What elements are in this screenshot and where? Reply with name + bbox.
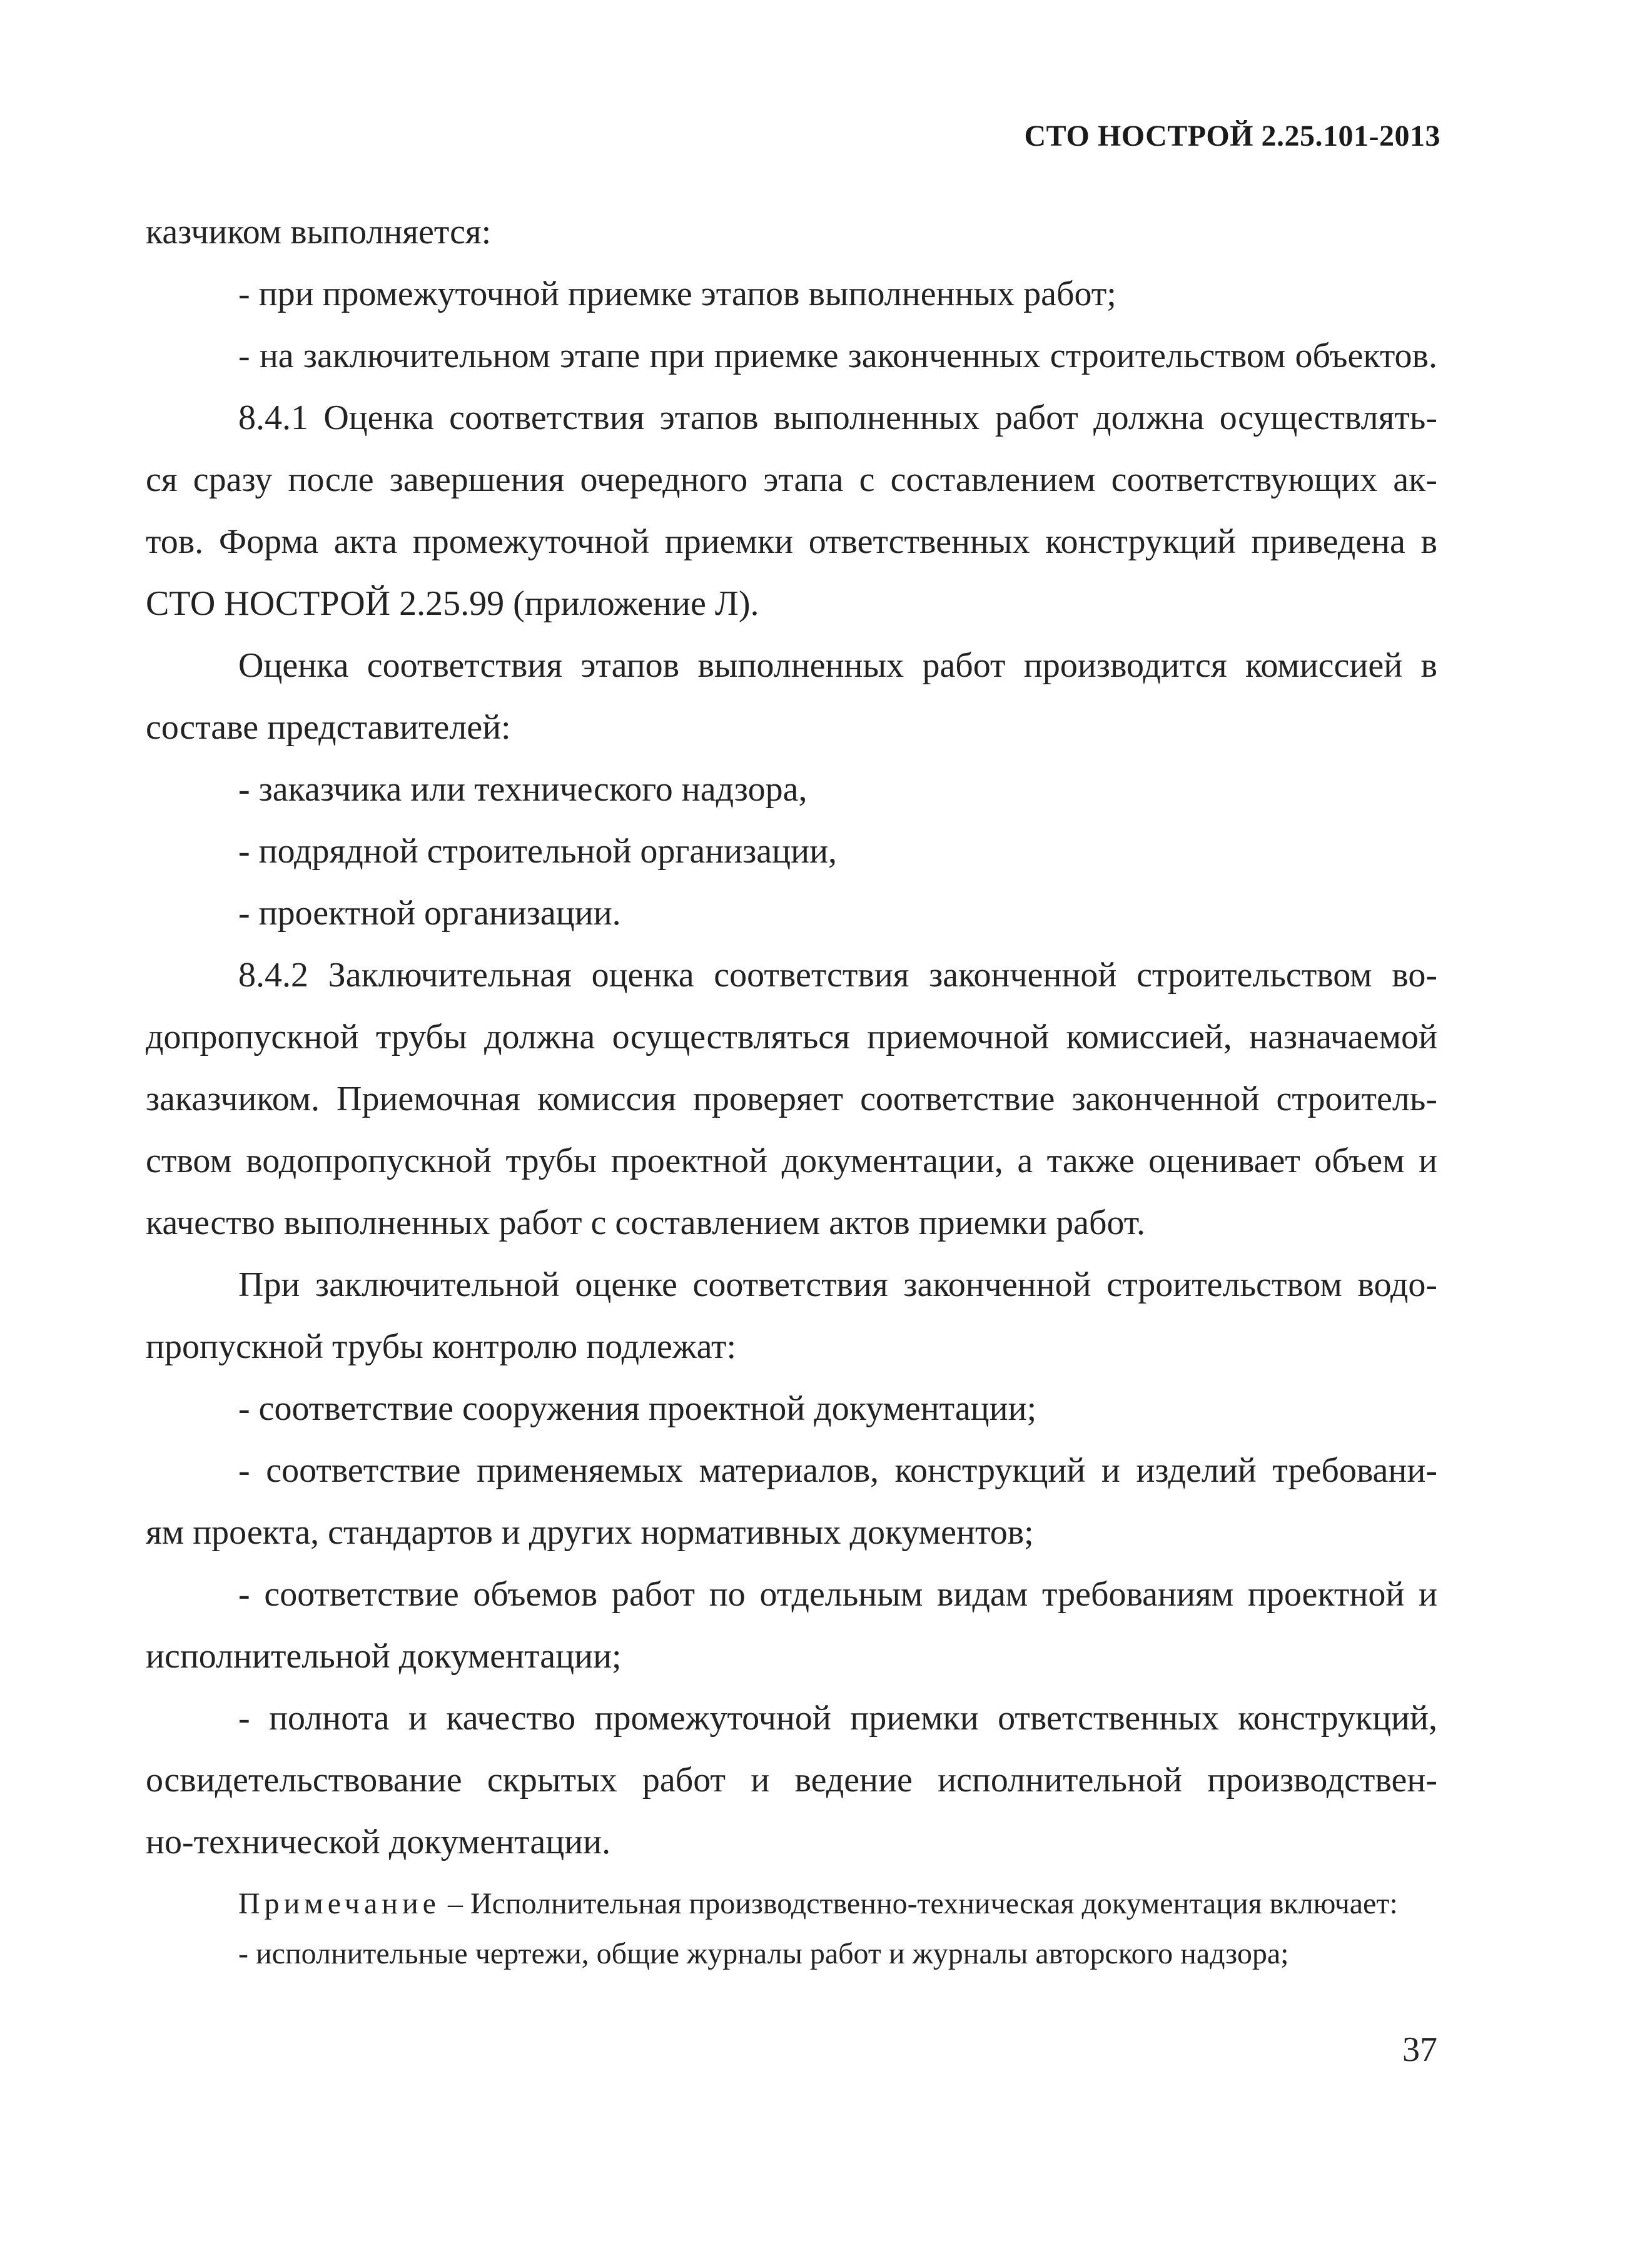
text-line: - соответствие сооружения проектной документации;	[238, 1389, 1037, 1428]
text-line: освидетельствование скрытых работ и ведение исполнительной производствен-	[146, 1761, 1437, 1800]
text-line: составе представителей:	[146, 708, 511, 747]
text-line: - полнота и качество промежуточной приемки ответственных конструкций,	[238, 1699, 1437, 1738]
text-line: - на заключительном этапе при приемке законченных строительством объектов.	[238, 337, 1437, 375]
text-line: - соответствие объемов работ по отдельным видам требованиям проектной и	[238, 1575, 1437, 1614]
text-line: пропускной трубы контролю подлежат:	[146, 1327, 737, 1366]
text-line: но-технической документации.	[146, 1823, 611, 1861]
text-line: СТО НОСТРОЙ 2.25.99 (приложение Л).	[146, 584, 759, 623]
text-line: 8.4.1 Оценка соответствия этапов выполненных работ должна осуществлять-	[238, 398, 1437, 437]
text-line: ся сразу после завершения очередного этапа с составлением соответствующих ак-	[146, 460, 1437, 499]
page-number: 37	[1402, 2030, 1437, 2069]
text-line: исполнительной документации;	[146, 1637, 622, 1676]
text-line: тов. Форма акта промежуточной приемки ответственных конструкций приведена в	[146, 522, 1437, 561]
text-line: - заказчика или технического надзора,	[238, 770, 807, 809]
text-line: казчиком выполняется:	[146, 213, 492, 251]
text-line: ством водопропускной трубы проектной документации, а также оценивает объем и	[146, 1142, 1437, 1180]
text-line: Оценка соответствия этапов выполненных работ производится комиссией в	[238, 646, 1437, 685]
text-line: качество выполненных работ с составлением актов приемки работ.	[146, 1203, 1145, 1242]
text-line: 8.4.2 Заключительная оценка соответствия законченной строительством во-	[238, 956, 1437, 995]
note-label: Примечание	[238, 1887, 440, 1920]
text-line: допропускной трубы должна осуществляться приемочной комиссией, назначаемой	[146, 1018, 1437, 1056]
note-block	[146, 1879, 1437, 1979]
text-line: заказчиком. Приемочная комиссия проверяет соответствие законченной строитель-	[146, 1080, 1437, 1118]
note-text: – Исполнительная производственно-техническая документация включает:	[440, 1887, 1398, 1920]
note-line	[146, 1879, 1437, 1929]
text-line: При заключительной оценке соответствия законченной строительством водо-	[238, 1265, 1437, 1304]
note-item: - исполнительные чертежи, общие журналы работ и журналы авторского надзора;	[238, 1937, 1289, 1970]
body-text	[146, 201, 1437, 1873]
text-line: - проектной организации.	[238, 894, 621, 933]
text-line: - соответствие применяемых материалов, конструкций и изделий требовани-	[238, 1451, 1437, 1490]
document-code-header: СТО НОСТРОЙ 2.25.101-2013	[1024, 119, 1440, 153]
text-line: - при промежуточной приемке этапов выполненных работ;	[238, 275, 1116, 313]
text-line: - подрядной строительной организации,	[238, 832, 838, 871]
text-line: ям проекта, стандартов и других нормативных документов;	[146, 1513, 1034, 1552]
